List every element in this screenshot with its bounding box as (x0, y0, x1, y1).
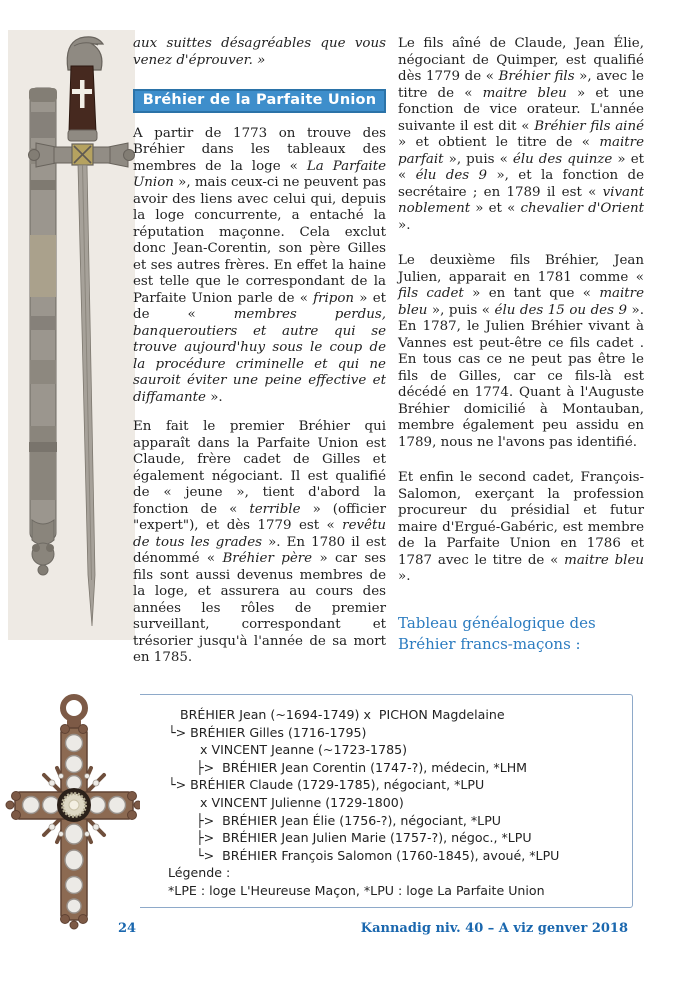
journal-footer: Kannadig niv. 40 – A viz genver 2018 (360, 921, 628, 936)
genealogy-line: └> BRÉHIER Gilles (1716-1795) (168, 724, 367, 740)
table-caption: Tableau généalogique des Bréhier francs-maçons : (398, 613, 596, 653)
sword-photo (8, 30, 135, 640)
page-number: 24 (118, 921, 137, 936)
paragraph-jean-elie: Le fils aîné de Claude, Jean Élie, négociant de Quimper, est qualifié dès 1779 de « Bréhier fils », avec le titre de « maitre bleu » et une fonction de vice orateur. L'année suivante il est dit « Bréhier fils ainé » et obtient le titre de « maitre parfait », puis « élu des quinze » et « élu des 9 », et la fonction de secrétaire ; en 1789 il est « vivant noblement » et « chevalier d'Orient ». (398, 36, 645, 233)
paragraph-jean-julien: Le deuxième fils Bréhier, Jean Julien, apparait en 1781 comme « fils cadet » en tant que « maitre bleu », puis « élu des 15 ou des 9 ». En 1787, le Julien Bréhier vivant à Vannes est peut-être ce fils cadet . En tous cas ce ne peut pas être le fils de Gilles, car ce fils-là est décédé en 1774. Quant à l'Auguste Bréhier domicilié à Montauban, membre également peu assidu en 1789, nous ne l'avons pas identifié. (398, 253, 644, 450)
genealogy-line: x VINCENT Julienne (1729-1800) (168, 794, 404, 810)
paragraph-francois-salomon: Et enfin le second cadet, François-Salomon, exerçant la profession procureur du présidial et futur maire d'Ergué-Gabéric, est membre de la Parfaite Union en 1786 et 1787 avec le titre de « maitre bleu ». (398, 470, 644, 584)
genealogy-line: ├> BRÉHIER Jean Corentin (1747-?), médecin, *LHM (168, 759, 528, 775)
paragraph-parfaite-union-intro: A partir de 1773 on trouve des Bréhier dans les tableaux des membres de la loge « La Parfaite Union », mais ceux-ci ne peuvent pas avoir des liens avec celui qui, depuis la loge concurrente, a entaché la réputation maçonne. Cela exclut donc Jean-Corentin, son père Gilles et ses autres frères. En effet la haine est telle que le correspondant de la Parfaite Union parle de « fripon » et de « membres perdus, banqueroutiers et autre qui se trouve aujourd'huy sous le coup de la procédure criminelle et qui ne sauroit éviter une peine effective et diffamante ». (133, 125, 387, 405)
genealogy-line: ├> BRÉHIER Jean Julien Marie (1757-?), négoc., *LPU (168, 830, 532, 846)
genealogy-table (133, 694, 633, 908)
genealogy-line: └> BRÉHIER Claude (1729-1785), négociant, *LPU (168, 777, 485, 793)
section-heading: Bréhier de la Parfaite Union (133, 89, 386, 113)
genealogy-line: x VINCENT Jeanne (~1723-1785) (168, 742, 408, 758)
quote-continuation: aux suittes désagréables que vous venez d'éprouver. » (133, 36, 386, 68)
left-column (133, 36, 386, 667)
genealogy-line: ├> BRÉHIER Jean Élie (1756-?), négociant, *LPU (168, 812, 502, 828)
genealogy-legend-title: Légende : (168, 865, 231, 881)
sword-scabbard-image (8, 30, 135, 640)
genealogy-line: └> BRÉHIER François Salomon (1760-1845), avoué, *LPU (168, 847, 560, 863)
cross-pendant-photo (5, 688, 140, 936)
right-column (398, 36, 644, 655)
paragraph-claude-brehier: En fait le premier Bréhier qui apparaît dans la Parfaite Union est Claude, frère cadet de Gilles et également négociant. Il est qualifié de « jeune », tient d'abord la fonction de « terrible » (officier "expert"), et dès 1779 est « revêtu de tous les grades ». En 1780 il est dénommé « Bréhier père » car ses fils sont aussi devenus membres de la loge, et assurera au cours des années les rôles de premier surveillant, correspondant et trésorier jusqu'à l'année de sa mort en 1785. (133, 419, 387, 665)
genealogy-line: BRÉHIER Jean (~1694-1749) x PICHON Magdelaine (168, 707, 505, 722)
jeweled-cross-image (5, 688, 140, 936)
genealogy-legend-text: *LPE : loge L'Heureuse Maçon, *LPU : loge La Parfaite Union (168, 882, 545, 898)
